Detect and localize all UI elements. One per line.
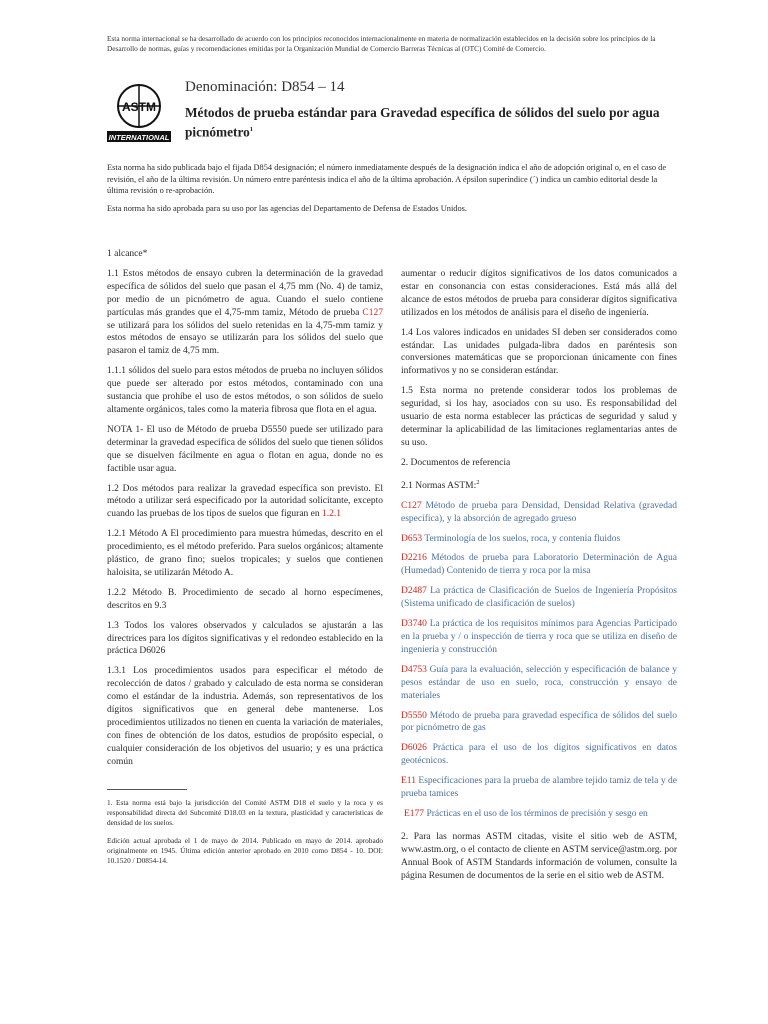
paragraph-1-3: 1.3 Todos los valores observados y calculados se ajustarán a las directrices para los dígitos significativas y el redondeo establecido en la práctica D6026 [107,620,383,657]
reference-code-link[interactable]: D6026 [401,743,427,754]
reference-title[interactable]: La práctica de los requisitos mínimos para Agencias Participado en la prueba y / o inspección de tierra y roca que se utiliza en diseño de ingeniería y construcción [401,619,677,655]
intro-publication-note: Esta norma ha sido publicada bajo el fijada D854 designación; el número inmediatamente después de la designación indica el año de adopción original o, en el caso de revisión, el año de la última revisión. Un número entre paréntesis indica el año de la última aprobación. A épsilon superíndice (´) indica un cambio editorial desde la última revisión o re-aprobación. [107,163,667,196]
reference-item [401,664,677,703]
paragraph-1-1 [107,268,383,358]
footnote-edition: Edición actual aprobada el 1 de mayo de 2014. Publicado en mayo de 2014. aprobado originalmente en 1945. Última edición anterior aprobado en 2010 como D854 - 10. DOI: 10.1520 / D0854-14. [107,835,383,866]
reference-item [401,742,677,768]
footnote-divider [107,789,187,790]
reference-code-link[interactable]: E177 [404,808,425,819]
subheading-astm-standards [401,477,677,493]
paragraph-1-2 [107,483,383,522]
title-footnote-mark: 1 [249,126,254,133]
reference-title[interactable]: Guía para la evaluación, selección y especificación de balance y pesos estándar de uso en suelo, roca, construcción y ensayo de materiales [401,664,677,701]
paragraph-1-2-2: 1.2.2 Método B. Procedimiento de secado al horno especímenes, descritos en 9.3 [107,587,383,611]
reference-code-link[interactable]: C127 [401,500,422,511]
reference-title[interactable]: Prácticas en el uso de los términos de precisión y sesgo en [424,808,648,819]
astm-standards-label: 2.1 Normas ASTM: [401,480,477,491]
header-note: Esta norma internacional se ha desarrollado de acuerdo con los principios reconocidos internacionalmente en materia de normalización establecidos en la decisión sobre los principios de la Desarrollo de normas, guías y recomendaciones emitidas por la Organización Mundial de Comercio Barreras Técnicas al (OTC) Comité de Comercio. [107,34,656,53]
reference-item [401,775,677,801]
designation: Denominación: D854 – 14 [185,79,345,95]
reference-code-link[interactable]: D2216 [401,553,427,564]
title-text: Métodos de prueba estándar para Gravedad específica de sólidos del suelo por agua picnómetro [185,105,660,140]
reference-title[interactable]: La práctica de Clasificación de Suelos de Ingeniería Propósitos (Sistema unificado de clasificación de suelos) [401,586,677,610]
right-column [401,268,677,890]
p-1-1-text: 1.1 Estos métodos de ensayo cubren la determinación de la gravedad específica de sólidos del suelo que pasan el 4,75 mm (No. 4) de tamiz, por medio de un picnómetro de agua. Cuando el suelo contiene partículas más grandes que el 4,75-mm tamiz, Método de prueba [107,268,383,318]
reference-title[interactable]: Práctica para el uso de los dígitos significativos en datos geotécnicos. [401,743,677,767]
reference-item [401,585,677,611]
footnote-2: 2. Para las normas ASTM citadas, visite el sitio web de ASTM, www.astm.org, o el contacto de cliente en ASTM service@astm.org. por Annual Book of ASTM Standards información de volumen, consulte la página Resumen de documentos de la serie en el sitio web de ASTM. [401,831,677,881]
reference-list [401,500,677,821]
reference-code-link[interactable]: D4753 [401,664,427,675]
paragraph-1-3-1: 1.3.1 Los procedimientos usados para especificar el método de recolección de datos / grabado y calculado de esta norma se consideran como el estándar de la industria. Además, son representativos de los dígitos significativos que en general debe mantenerse. Los procedimientos utilizados no tienen en cuenta la variación de materiales, con fines de obtención de los datos, estudios de propósito especial, o cualquier consideración de los objetivos del usuario; y es una práctica común [107,666,383,767]
paragraph-1-2-1: 1.2.1 Método A El procedimiento para muestra húmedas, descrito en el procedimiento, es el método preferido. Para suelos orgánicos; altamente plástico, de grano fino; suelos tropicales; y suelos que contienen haloisita, se utilizarán Método A. [107,529,383,578]
reference-title[interactable]: Métodos de prueba para Laboratorio Determinación de Agua (Humedad) Contenido de tierra y roca por la misa [401,553,677,577]
p-1-2-text: 1.2 Dos métodos para realizar la gravedad específica son previsto. El método a utilizar será especificado por la autoridad solicitante, excepto cuando las pruebas de los tipos de suelos que figuran en [107,483,383,520]
reference-item [401,552,677,578]
reference-code-link[interactable]: D5550 [401,710,427,721]
astm-logo [106,82,172,144]
section-heading-references: 2. Documentos de referencia [401,457,511,468]
reference-code-link[interactable]: E11 [401,776,416,787]
paragraph-1-4: 1.4 Los valores indicados en unidades SI deben ser considerados como estándar. Las unidades pulgada-libra dados en paréntesis son conversiones matemáticas que se proporcionan únicamente con fines informativos y no se consideran estándar. [401,327,677,377]
reference-title[interactable]: Método de prueba para gravedad específica de sólidos del suelo por picnómetro de gas [401,710,677,734]
svg-text:INTERNATIONAL: INTERNATIONAL [108,133,170,142]
reference-title[interactable]: Método de prueba para Densidad, Densidad Relativa (gravedad específica), y la absorción de agregado grueso [401,500,677,524]
paragraph-continuation: aumentar o reducir dígitos significativos de los datos comunicados a estar en consonancia con estas consideraciones. Está más allá del alcance de estos métodos de prueba para considerar dígitos significativa utilizados en los métodos de análisis para el diseño de ingeniería. [401,269,677,318]
reference-item [401,500,677,526]
intro-notes [107,162,669,220]
document-title [185,104,670,140]
link-c127[interactable]: C127 [362,307,383,318]
intro-approval-note: Esta norma ha sido aprobada para su uso por las agencias del Departamento de Defensa de Estados Unidos. [107,203,468,213]
footnote-mark-2: 2 [476,478,480,486]
reference-item [401,808,677,821]
link-1-2-1[interactable]: 1.2.1 [322,509,342,520]
section-heading-scope: 1 alcance* [107,249,148,259]
reference-title[interactable]: Terminología de los suelos, roca, y contenía fluidos [422,533,621,544]
reference-code-link[interactable]: D3740 [401,619,427,630]
paragraph-1-5: 1.5 Esta norma no pretende considerar todos los problemas de seguridad, si los hay, asociados con su uso. Es responsabilidad del usuario de esta norma establecer las prácticas de seguridad y salud y determinar la aplicabilidad de las limitaciones reglamentarias antes de su uso. [401,386,677,448]
p-1-1-text-cont: se utilizará para los sólidos del suelo retenidas en la 4,75-mm tamiz y estos métodos de ensayo se utilizarán para los sólidos del suelo que pasaron el tamiz de 4,75 mm. [107,320,383,357]
reference-item [401,618,677,657]
reference-item [401,710,677,736]
reference-code-link[interactable]: D2487 [401,586,427,597]
svg-text:ASTM: ASTM [122,100,156,114]
left-column [107,248,383,873]
reference-item [401,533,677,546]
note-1: NOTA 1- El uso de Método de prueba D5550 puede ser utilizado para determinar la gravedad específica de sólidos del suelo que tienen sólidos que se disuelven fácilmente en agua o flotan en agua, donde no es factible usar agua. [107,424,383,474]
reference-title[interactable]: Especificaciones para la prueba de alambre tejido tamiz de tela y de prueba tamices [401,776,677,800]
reference-code-link[interactable]: D653 [401,533,423,544]
paragraph-1-1-1: 1.1.1 sólidos del suelo para estos métodos de prueba no incluyen sólidos que puede ser alterado por estos métodos, contaminado con una sustancia que prohíbe el uso de estos métodos, o son sólidos de suelo altamente orgánicos, tales como la materia fibrosa que flota en el agua. [107,366,383,415]
footnote-1: 1. Esta norma está bajo la jurisdicción del Comité ASTM D18 el suelo y la roca y es responsabilidad directa del Subcomité D18.03 en la textura, plasticidad y características de densidad de los suelos. [107,797,383,828]
